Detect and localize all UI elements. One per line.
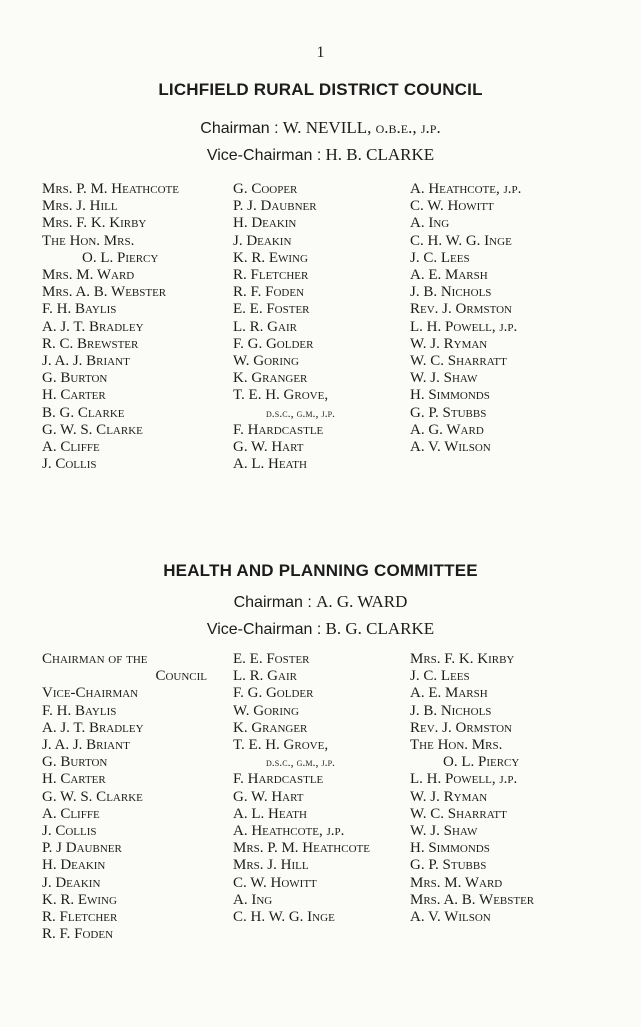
member-name: The Hon. Mrs. xyxy=(410,737,503,754)
member-name: H. Simmonds xyxy=(410,387,490,404)
committee-chairman-label: Chairman : xyxy=(233,594,312,611)
member-name: G. P. Stubbs xyxy=(410,404,487,421)
member-name: J. B. Nichols xyxy=(410,702,492,719)
committee-chairman-name: A. G. WARD xyxy=(316,592,408,611)
member-name: Mrs. F. K. Kirby xyxy=(410,651,515,667)
member-name: K. R. Ewing xyxy=(42,891,117,908)
member-name: A. Cliffe xyxy=(42,805,100,822)
member-name: C. W. Howitt xyxy=(233,874,317,891)
council-members-col1 xyxy=(42,181,212,473)
council-members-col3 xyxy=(410,181,600,456)
member-name: H. Simmonds xyxy=(410,840,490,857)
member-name: T. E. H. Grove, xyxy=(233,387,329,404)
member-name: Vice-Chairman xyxy=(42,685,139,702)
member-name: W. Goring xyxy=(233,353,299,370)
member-name: d.s.c., g.m., j.p. xyxy=(266,755,336,770)
member-name: A. G. Ward xyxy=(410,421,484,438)
member-name: W. J. Shaw xyxy=(410,370,478,387)
member-name: J. Deakin xyxy=(233,232,292,249)
member-name: A. L. Heath xyxy=(233,456,307,473)
member-name: A. J. T. Bradley xyxy=(42,719,144,736)
member-name: A. Ing xyxy=(410,215,450,232)
member-name: O. L. Piercy xyxy=(82,249,159,266)
member-name: L. R. Gair xyxy=(233,318,297,335)
member-name: R. F. Foden xyxy=(42,926,114,943)
member-name: H. Deakin xyxy=(42,857,106,874)
member-name: L. R. Gair xyxy=(233,668,297,685)
council-vice-chairman-label: Vice-Chairman : xyxy=(206,147,322,164)
member-name: G. Burton xyxy=(42,754,108,771)
member-name: H. Carter xyxy=(42,771,106,788)
member-name: The Hon. Mrs. xyxy=(42,232,135,249)
member-name: A. E. Marsh xyxy=(410,267,488,284)
member-name: A. Heathcote, j.p. xyxy=(233,823,345,840)
member-name: W. C. Sharratt xyxy=(410,805,507,822)
committee-title: HEALTH AND PLANNING COMMITTEE xyxy=(163,561,478,580)
member-name: Mrs. M. Ward xyxy=(42,267,135,284)
committee-chairman xyxy=(0,592,641,612)
council-vice-chairman xyxy=(0,145,641,165)
member-name: W. J. Ryman xyxy=(410,788,488,805)
member-name: F. G. Golder xyxy=(233,335,314,352)
member-name: F. Hardcastle xyxy=(233,771,324,788)
member-name: P. J Daubner xyxy=(42,840,122,857)
member-name: J. A. J. Briant xyxy=(42,353,130,370)
member-name: J. A. J. Briant xyxy=(42,737,130,754)
member-name: J. Deakin xyxy=(42,874,101,891)
member-name: W. Goring xyxy=(233,702,299,719)
member-name: Mrs. A. B. Webster xyxy=(410,891,535,908)
member-name: A. Ing xyxy=(233,891,273,908)
member-name: E. E. Foster xyxy=(233,301,310,318)
committee-vice-chairman-label: Vice-Chairman : xyxy=(206,621,322,638)
member-name: C. W. Howitt xyxy=(410,198,494,215)
member-name: G. W. S. Clarke xyxy=(42,421,143,438)
member-name: Mrs. J. Hill xyxy=(233,857,309,874)
member-name: Mrs. P. M. Heathcote xyxy=(233,840,370,857)
member-name: Council xyxy=(155,668,207,685)
member-name: R. C. Brewster xyxy=(42,335,139,352)
committee-vice-chairman-name: B. G. CLARKE xyxy=(325,619,435,638)
member-name: Mrs. F. K. Kirby xyxy=(42,215,147,232)
member-name: L. H. Powell, j.p. xyxy=(410,318,518,335)
member-name: W. J. Ryman xyxy=(410,335,488,352)
member-name: A. L. Heath xyxy=(233,805,307,822)
member-name: K. R. Ewing xyxy=(233,249,308,266)
member-name: P. J. Daubner xyxy=(233,198,317,215)
member-name: R. F. Foden xyxy=(233,284,305,301)
member-name: A. E. Marsh xyxy=(410,685,488,702)
page-number: 1 xyxy=(316,44,325,61)
member-name: C. H. W. G. Inge xyxy=(233,909,335,926)
council-chairman-label: Chairman : xyxy=(200,120,279,137)
member-name: K. Granger xyxy=(233,370,308,387)
member-name: C. H. W. G. Inge xyxy=(410,232,512,249)
member-name: J. C. Lees xyxy=(410,249,470,266)
member-name: A. Cliffe xyxy=(42,439,100,456)
member-name: Rev. J. Ormston xyxy=(410,719,512,736)
member-name: G. P. Stubbs xyxy=(410,857,487,874)
member-name: F. H. Baylis xyxy=(42,702,117,719)
member-name: Chairman of the xyxy=(42,651,148,667)
member-name: W. C. Sharratt xyxy=(410,353,507,370)
member-name: F. G. Golder xyxy=(233,685,314,702)
member-name: d.s.c., g.m., j.p. xyxy=(266,405,336,420)
member-name: J. Collis xyxy=(42,823,97,840)
member-name: G. W. Hart xyxy=(233,788,304,805)
member-name: W. J. Shaw xyxy=(410,823,478,840)
member-name: J. B. Nichols xyxy=(410,284,492,301)
council-chairman xyxy=(0,118,641,138)
member-name: Rev. J. Ormston xyxy=(410,301,512,318)
member-name: F. H. Baylis xyxy=(42,301,117,318)
member-name: H. Carter xyxy=(42,387,106,404)
member-name: G. W. S. Clarke xyxy=(42,788,143,805)
member-name: F. Hardcastle xyxy=(233,421,324,438)
member-name: T. E. H. Grove, xyxy=(233,737,329,754)
member-name: R. Fletcher xyxy=(233,267,309,284)
member-name: Mrs. P. M. Heathcote xyxy=(42,181,179,197)
member-name: A. V. Wilson xyxy=(410,439,491,456)
member-name: B. G. Clarke xyxy=(42,404,125,421)
committee-members-col1 xyxy=(42,651,207,943)
member-name: H. Deakin xyxy=(233,215,297,232)
member-name: G. Cooper xyxy=(233,181,298,197)
member-name: Mrs. A. B. Webster xyxy=(42,284,167,301)
member-name: A. Heathcote, j.p. xyxy=(410,181,522,197)
member-name: K. Granger xyxy=(233,719,308,736)
member-name: Mrs. M. Ward xyxy=(410,874,503,891)
member-name: O. L. Piercy xyxy=(443,754,520,771)
member-name: L. H. Powell, j.p. xyxy=(410,771,518,788)
member-name: G. Burton xyxy=(42,370,108,387)
member-name: G. W. Hart xyxy=(233,439,304,456)
member-name: A. J. T. Bradley xyxy=(42,318,144,335)
member-name: A. V. Wilson xyxy=(410,909,491,926)
member-name: Mrs. J. Hill xyxy=(42,198,118,215)
member-name: R. Fletcher xyxy=(42,909,118,926)
committee-members-col3 xyxy=(410,651,600,926)
committee-members-col2 xyxy=(233,651,405,926)
council-chairman-name: W. NEVILL, o.b.e., j.p. xyxy=(282,118,441,137)
member-name: E. E. Foster xyxy=(233,651,310,667)
council-title: LICHFIELD RURAL DISTRICT COUNCIL xyxy=(158,80,483,99)
member-name: J. Collis xyxy=(42,456,97,473)
member-name: J. C. Lees xyxy=(410,668,470,685)
committee-vice-chairman xyxy=(0,619,641,639)
council-members-col2 xyxy=(233,181,403,473)
council-vice-chairman-name: H. B. CLARKE xyxy=(325,145,435,164)
